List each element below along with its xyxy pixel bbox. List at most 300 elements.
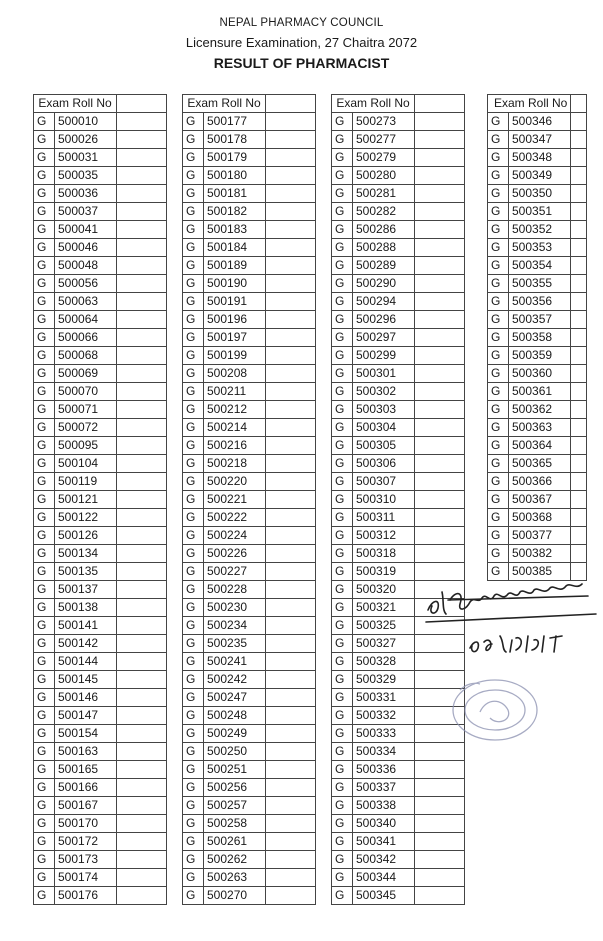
grade-cell: G	[488, 383, 509, 401]
grade-cell: G	[34, 437, 55, 455]
table-row	[183, 869, 316, 887]
table-row	[34, 473, 167, 491]
roll-number-cell: 500332	[353, 707, 415, 725]
column-header-spacer	[571, 95, 587, 113]
empty-cell	[117, 293, 167, 311]
table-row	[183, 689, 316, 707]
roll-number-cell: 500258	[204, 815, 266, 833]
grade-cell: G	[183, 743, 204, 761]
roll-number-cell: 500358	[509, 329, 571, 347]
table-row	[34, 689, 167, 707]
grade-cell: G	[488, 491, 509, 509]
roll-number-cell: 500189	[204, 257, 266, 275]
grade-cell: G	[488, 149, 509, 167]
grade-cell: G	[488, 455, 509, 473]
roll-number-cell: 500141	[55, 617, 117, 635]
grade-cell: G	[183, 401, 204, 419]
roll-number-cell: 500180	[204, 167, 266, 185]
table-row	[34, 635, 167, 653]
table-row	[488, 419, 587, 437]
roll-number-cell: 500181	[204, 185, 266, 203]
table-row	[34, 221, 167, 239]
empty-cell	[117, 671, 167, 689]
empty-cell	[415, 797, 465, 815]
table-row	[332, 131, 465, 149]
table-row	[34, 869, 167, 887]
empty-cell	[571, 473, 587, 491]
roll-number-cell: 500142	[55, 635, 117, 653]
grade-cell: G	[34, 689, 55, 707]
organization-name: NEPAL PHARMACY COUNCIL	[219, 17, 384, 29]
table-row	[488, 329, 587, 347]
table-row	[183, 653, 316, 671]
grade-cell: G	[332, 725, 353, 743]
table-row	[332, 527, 465, 545]
table-row	[332, 779, 465, 797]
grade-cell: G	[183, 779, 204, 797]
table-row	[34, 455, 167, 473]
roll-number-cell: 500048	[55, 257, 117, 275]
table-row	[183, 455, 316, 473]
roll-number-cell: 500312	[353, 527, 415, 545]
grade-cell: G	[183, 887, 204, 905]
table-row	[488, 491, 587, 509]
empty-cell	[415, 311, 465, 329]
table-row	[34, 563, 167, 581]
grade-cell: G	[34, 311, 55, 329]
roll-number-cell: 500242	[204, 671, 266, 689]
grade-cell: G	[34, 239, 55, 257]
table-row	[34, 779, 167, 797]
grade-cell: G	[488, 365, 509, 383]
grade-cell: G	[488, 257, 509, 275]
roll-number-cell: 500248	[204, 707, 266, 725]
grade-cell: G	[183, 203, 204, 221]
roll-number-cell: 500224	[204, 527, 266, 545]
empty-cell	[571, 221, 587, 239]
empty-cell	[266, 563, 316, 581]
empty-cell	[266, 707, 316, 725]
roll-number-cell: 500026	[55, 131, 117, 149]
roll-number-cell: 500222	[204, 509, 266, 527]
grade-cell: G	[34, 779, 55, 797]
roll-number-cell: 500241	[204, 653, 266, 671]
table-row	[183, 887, 316, 905]
roll-number-cell: 500310	[353, 491, 415, 509]
grade-cell: G	[183, 149, 204, 167]
grade-cell: G	[34, 455, 55, 473]
table-row	[332, 761, 465, 779]
grade-cell: G	[332, 455, 353, 473]
grade-cell: G	[34, 419, 55, 437]
empty-cell	[266, 653, 316, 671]
grade-cell: G	[183, 311, 204, 329]
grade-cell: G	[332, 797, 353, 815]
grade-cell: G	[34, 887, 55, 905]
table-row	[183, 527, 316, 545]
empty-cell	[415, 149, 465, 167]
empty-cell	[571, 275, 587, 293]
empty-cell	[117, 761, 167, 779]
empty-cell	[415, 293, 465, 311]
column-header: Exam Roll No	[488, 95, 571, 113]
signature-icon	[420, 570, 603, 660]
empty-cell	[415, 167, 465, 185]
empty-cell	[415, 347, 465, 365]
empty-cell	[117, 149, 167, 167]
grade-cell: G	[332, 869, 353, 887]
table-row	[332, 851, 465, 869]
grade-cell: G	[488, 185, 509, 203]
empty-cell	[117, 383, 167, 401]
table-row	[488, 527, 587, 545]
grade-cell: G	[332, 239, 353, 257]
roll-number-cell: 500325	[353, 617, 415, 635]
roll-number-cell: 500126	[55, 527, 117, 545]
roll-number-cell: 500342	[353, 851, 415, 869]
empty-cell	[117, 779, 167, 797]
empty-cell	[117, 725, 167, 743]
empty-cell	[117, 581, 167, 599]
empty-cell	[266, 257, 316, 275]
grade-cell: G	[488, 347, 509, 365]
grade-cell: G	[34, 671, 55, 689]
table-row	[34, 815, 167, 833]
column-header-spacer	[266, 95, 316, 113]
table-row	[332, 221, 465, 239]
table-row	[34, 833, 167, 851]
grade-cell: G	[34, 653, 55, 671]
roll-number-cell: 500247	[204, 689, 266, 707]
empty-cell	[415, 401, 465, 419]
empty-cell	[266, 779, 316, 797]
empty-cell	[571, 203, 587, 221]
empty-cell	[571, 545, 587, 563]
roll-number-cell: 500227	[204, 563, 266, 581]
roll-number-cell: 500341	[353, 833, 415, 851]
grade-cell: G	[488, 563, 509, 581]
empty-cell	[266, 293, 316, 311]
roll-number-cell: 500104	[55, 455, 117, 473]
grade-cell: G	[34, 257, 55, 275]
grade-cell: G	[488, 131, 509, 149]
table-row	[183, 599, 316, 617]
roll-number-cell: 500365	[509, 455, 571, 473]
empty-cell	[117, 707, 167, 725]
column-header-row	[488, 95, 587, 113]
grade-cell: G	[183, 329, 204, 347]
table-row	[183, 779, 316, 797]
table-row	[332, 869, 465, 887]
table-row	[488, 365, 587, 383]
grade-cell: G	[488, 167, 509, 185]
empty-cell	[571, 455, 587, 473]
empty-cell	[266, 851, 316, 869]
table-row	[183, 239, 316, 257]
grade-cell: G	[34, 743, 55, 761]
table-row	[488, 239, 587, 257]
empty-cell	[415, 509, 465, 527]
roll-number-cell: 500352	[509, 221, 571, 239]
roll-number-cell: 500179	[204, 149, 266, 167]
roll-number-cell: 500250	[204, 743, 266, 761]
table-row	[34, 509, 167, 527]
table-row	[183, 293, 316, 311]
empty-cell	[117, 203, 167, 221]
grade-cell: G	[34, 203, 55, 221]
grade-cell: G	[332, 491, 353, 509]
grade-cell: G	[183, 671, 204, 689]
roll-number-cell: 500221	[204, 491, 266, 509]
grade-cell: G	[34, 113, 55, 131]
empty-cell	[415, 383, 465, 401]
empty-cell	[266, 689, 316, 707]
roll-number-cell: 500036	[55, 185, 117, 203]
empty-cell	[571, 149, 587, 167]
empty-cell	[415, 527, 465, 545]
empty-cell	[571, 365, 587, 383]
table-row	[332, 473, 465, 491]
grade-cell: G	[34, 347, 55, 365]
empty-cell	[571, 401, 587, 419]
empty-cell	[117, 815, 167, 833]
table-row	[34, 275, 167, 293]
roll-number-cell: 500304	[353, 419, 415, 437]
roll-number-cell: 500364	[509, 437, 571, 455]
grade-cell: G	[183, 833, 204, 851]
empty-cell	[266, 833, 316, 851]
table-row	[332, 545, 465, 563]
grade-cell: G	[488, 437, 509, 455]
table-row	[488, 401, 587, 419]
empty-cell	[571, 329, 587, 347]
table-row	[183, 797, 316, 815]
roll-number-cell: 500122	[55, 509, 117, 527]
empty-cell	[266, 203, 316, 221]
empty-cell	[117, 527, 167, 545]
grade-cell: G	[183, 275, 204, 293]
grade-cell: G	[34, 293, 55, 311]
empty-cell	[266, 473, 316, 491]
grade-cell: G	[488, 473, 509, 491]
grade-cell: G	[332, 689, 353, 707]
roll-number-cell: 500356	[509, 293, 571, 311]
empty-cell	[266, 347, 316, 365]
grade-cell: G	[34, 275, 55, 293]
table-row	[488, 257, 587, 275]
empty-cell	[571, 113, 587, 131]
roll-number-cell: 500362	[509, 401, 571, 419]
roll-number-cell: 500035	[55, 167, 117, 185]
roll-number-cell: 500263	[204, 869, 266, 887]
table-row	[332, 419, 465, 437]
roll-number-cell: 500261	[204, 833, 266, 851]
empty-cell	[117, 653, 167, 671]
table-row	[332, 311, 465, 329]
roll-number-cell: 500211	[204, 383, 266, 401]
empty-cell	[571, 293, 587, 311]
roll-number-cell: 500303	[353, 401, 415, 419]
roll-number-cell: 500367	[509, 491, 571, 509]
table-row	[488, 455, 587, 473]
table-row	[34, 617, 167, 635]
roll-number-cell: 500183	[204, 221, 266, 239]
empty-cell	[266, 131, 316, 149]
grade-cell: G	[183, 635, 204, 653]
grade-cell: G	[332, 365, 353, 383]
grade-cell: G	[332, 437, 353, 455]
table-row	[488, 473, 587, 491]
empty-cell	[415, 239, 465, 257]
table-row	[183, 761, 316, 779]
table-row	[488, 185, 587, 203]
empty-cell	[266, 599, 316, 617]
roll-number-cell: 500346	[509, 113, 571, 131]
grade-cell: G	[183, 509, 204, 527]
grade-cell: G	[488, 113, 509, 131]
roll-number-cell: 500218	[204, 455, 266, 473]
grade-cell: G	[183, 437, 204, 455]
table-row	[488, 113, 587, 131]
table-row	[488, 203, 587, 221]
grade-cell: G	[34, 473, 55, 491]
roll-number-cell: 500348	[509, 149, 571, 167]
table-row	[332, 347, 465, 365]
roll-number-cell: 500345	[353, 887, 415, 905]
empty-cell	[117, 563, 167, 581]
grade-cell: G	[183, 473, 204, 491]
roll-number-cell: 500334	[353, 743, 415, 761]
grade-cell: G	[34, 491, 55, 509]
grade-cell: G	[488, 203, 509, 221]
roll-number-cell: 500282	[353, 203, 415, 221]
grade-cell: G	[488, 221, 509, 239]
grade-cell: G	[183, 851, 204, 869]
empty-cell	[571, 311, 587, 329]
roll-number-cell: 500354	[509, 257, 571, 275]
table-row	[34, 149, 167, 167]
empty-cell	[266, 545, 316, 563]
empty-cell	[266, 185, 316, 203]
roll-number-cell: 500320	[353, 581, 415, 599]
grade-cell: G	[183, 239, 204, 257]
roll-number-cell: 500273	[353, 113, 415, 131]
empty-cell	[571, 419, 587, 437]
table-row	[34, 887, 167, 905]
column-header: Exam Roll No	[332, 95, 415, 113]
empty-cell	[415, 833, 465, 851]
table-row	[183, 311, 316, 329]
table-row	[183, 437, 316, 455]
empty-cell	[266, 383, 316, 401]
grade-cell: G	[34, 851, 55, 869]
table-row	[332, 455, 465, 473]
table-row	[34, 383, 167, 401]
grade-cell: G	[183, 347, 204, 365]
table-row	[332, 437, 465, 455]
grade-cell: G	[332, 671, 353, 689]
result-column-2	[182, 94, 316, 905]
empty-cell	[266, 239, 316, 257]
result-column-1	[33, 94, 167, 905]
table-row	[332, 491, 465, 509]
roll-number-cell: 500228	[204, 581, 266, 599]
grade-cell: G	[183, 527, 204, 545]
table-row	[183, 725, 316, 743]
grade-cell: G	[34, 185, 55, 203]
table-row	[34, 401, 167, 419]
empty-cell	[571, 167, 587, 185]
empty-cell	[266, 149, 316, 167]
roll-number-cell: 500069	[55, 365, 117, 383]
grade-cell: G	[183, 797, 204, 815]
grade-cell: G	[34, 869, 55, 887]
roll-number-cell: 500178	[204, 131, 266, 149]
roll-number-cell: 500359	[509, 347, 571, 365]
empty-cell	[415, 851, 465, 869]
grade-cell: G	[183, 707, 204, 725]
table-row	[488, 437, 587, 455]
grade-cell: G	[332, 257, 353, 275]
table-row	[34, 653, 167, 671]
table-row	[488, 311, 587, 329]
empty-cell	[266, 419, 316, 437]
roll-number-cell: 500353	[509, 239, 571, 257]
grade-cell: G	[183, 455, 204, 473]
table-row	[332, 815, 465, 833]
grade-cell: G	[488, 239, 509, 257]
table-row	[183, 113, 316, 131]
table-row	[332, 203, 465, 221]
empty-cell	[117, 131, 167, 149]
table-row	[34, 311, 167, 329]
roll-number-cell: 500173	[55, 851, 117, 869]
empty-cell	[415, 473, 465, 491]
roll-number-cell: 500366	[509, 473, 571, 491]
table-row	[332, 401, 465, 419]
empty-cell	[266, 365, 316, 383]
grade-cell: G	[488, 419, 509, 437]
table-row	[183, 257, 316, 275]
grade-cell: G	[332, 167, 353, 185]
empty-cell	[571, 509, 587, 527]
roll-number-cell: 500197	[204, 329, 266, 347]
table-row	[34, 599, 167, 617]
table-row	[34, 113, 167, 131]
result-column-3	[331, 94, 465, 905]
table-row	[34, 203, 167, 221]
empty-cell	[117, 185, 167, 203]
empty-cell	[117, 689, 167, 707]
roll-number-cell: 500280	[353, 167, 415, 185]
roll-number-cell: 500329	[353, 671, 415, 689]
table-row	[488, 167, 587, 185]
grade-cell: G	[332, 761, 353, 779]
roll-number-cell: 500147	[55, 707, 117, 725]
table-row	[183, 581, 316, 599]
roll-number-cell: 500235	[204, 635, 266, 653]
roll-number-cell: 500368	[509, 509, 571, 527]
table-row	[183, 167, 316, 185]
roll-number-cell: 500191	[204, 293, 266, 311]
table-row	[332, 293, 465, 311]
empty-cell	[117, 113, 167, 131]
roll-number-cell: 500220	[204, 473, 266, 491]
table-row	[183, 347, 316, 365]
table-row	[332, 275, 465, 293]
roll-number-cell: 500294	[353, 293, 415, 311]
table-row	[488, 383, 587, 401]
